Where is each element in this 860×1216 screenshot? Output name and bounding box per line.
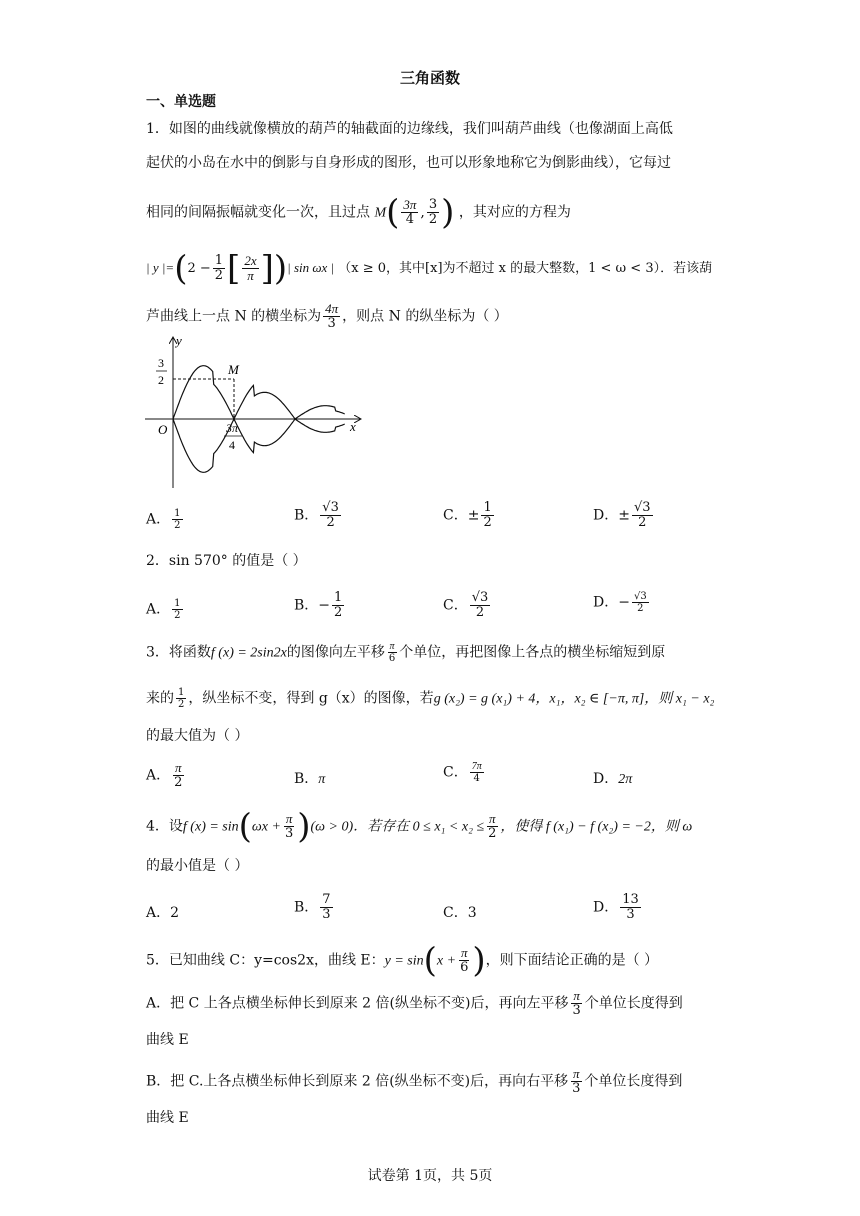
q2-stem: 2．sin 570° 的值是（ ） [146, 553, 307, 569]
n-num: 4π [325, 301, 339, 316]
upper-curve [173, 366, 345, 419]
q4-option-a[interactable]: A．2 [146, 905, 180, 921]
q1-line-3: 相同的间隔振幅就变化一次，且过点 M( $\frac{3\pi}{4}$ , $\frac{3}{2}$ ) ，其对应的方程为 [146, 192, 571, 233]
eq-left: | y |= [146, 260, 175, 275]
q1-option-c[interactable]: C．± $\frac{1}{2}$ [443, 500, 492, 530]
eq-sin: | sin ωx | [287, 260, 335, 275]
eq-inner-den: π [247, 268, 254, 283]
q3-option-a[interactable]: A． $\frac{\pi}{2}$ [146, 760, 183, 790]
origin-label: O [158, 422, 168, 437]
q3-option-b[interactable]: B．π [294, 771, 326, 787]
q3-line-1: 3．将函数f (x) = 2sin2x的图像向左平移 $\frac{\pi}{6}$ 个单位，再把图像上各点的横坐标缩短到原 [146, 641, 666, 664]
m-x-den: 4 [405, 212, 415, 227]
eq-two: 2 − [187, 261, 211, 276]
q1-option-b[interactable]: B． $\frac{√3}{2}$ [294, 500, 339, 530]
lower-curve [173, 419, 345, 472]
m-x-num: 3π [403, 197, 417, 212]
q1-line-5a: 芦曲线上一点 N 的横坐标为 [146, 308, 322, 325]
q1-option-d[interactable]: D．± $\frac{√3}{2}$ [593, 500, 651, 530]
y-tick-num: 3 [158, 356, 164, 370]
eq-inner-num: 2x [244, 253, 257, 268]
q2-option-b[interactable]: B．− $\frac{1}{2}$ [294, 590, 343, 620]
n-den: 3 [327, 316, 336, 331]
q2-option-d[interactable]: D．− $\frac{√3}{2}$ [593, 591, 647, 614]
eq-half-num: 1 [214, 253, 224, 268]
q1-line-3a: 相同的间隔振幅就变化一次，且过点 [146, 204, 370, 221]
q1-line-5b: ，则点 N 的纵坐标为（ ） [342, 308, 508, 325]
q1-equation: | y |=(2 − $\frac{1}{2}$ [ $\frac{2x}{\pi}$ ])| sin ωx | （x ≥ 0，其中[x]为不超过 x 的最大整数，1 < ω < 3）．若该葫 [146, 248, 713, 289]
eq-half-den: 2 [214, 268, 224, 283]
m-y-den: 2 [428, 212, 438, 227]
m-y-num: 3 [428, 197, 438, 212]
page-footer: 试卷第 1页，共 5页 [367, 1168, 493, 1184]
q5-line-1: 5．已知曲线 C：y=cos2x，曲线 E：y = sin(x + $\frac{\pi}{6}$ )，则下面结论正确的是（ ） [146, 940, 659, 981]
q1-option-a[interactable]: A． $\frac{1}{2}$ [146, 508, 181, 531]
q2-option-c[interactable]: C． $\frac{√3}{2}$ [443, 590, 489, 620]
q1-line-1: 1．如图的曲线就像横放的葫芦的轴截面的边缘线，我们叫葫芦曲线（也像湖面上高低 [146, 121, 673, 137]
q4-line-2: 的最小值是（ ） [146, 858, 249, 874]
y-tick-den: 2 [158, 373, 164, 387]
section-heading: 一、单选题 [146, 94, 216, 110]
q5-option-a-cont: 曲线 E [146, 1032, 189, 1048]
x-tick-den: 4 [229, 438, 235, 452]
q5-option-b-cont: 曲线 E [146, 1110, 189, 1126]
q4-option-b[interactable]: B． $\frac{7}{3}$ [294, 892, 331, 922]
q3-line-2: 来的 $\frac{1}{2}$ ，纵坐标不变，得到 g（x）的图像，若g (x₂) = g (x₁) + 4，x₁，x₂ ∈ [−π, π]，则 x₁ − x₂ [146, 687, 715, 710]
page-title: 三角函数 [399, 69, 460, 87]
q1-line-5 [146, 302, 508, 331]
q4-line-1: 4．设f (x) = sin(ωx + $\frac{\pi}{3}$ )(ω > 0)．若存在 0 ≤ x₁ < x₂ ≤ $\frac{\pi}{2}$ ，使得 f (x₁) − f (x₂) = −2，则 ω [146, 806, 693, 847]
eq-rest: （x ≥ 0，其中[x]为不超过 x 的最大整数，1 < ω < 3）．若该葫 [338, 261, 713, 276]
q3-line-3: 的最大值为（ ） [146, 728, 249, 744]
point-m-label: M [374, 205, 387, 221]
x-tick-num: 3π [226, 421, 239, 435]
gourd-curve-figure [140, 333, 370, 493]
q3-function: f (x) = 2sin2x [210, 645, 287, 661]
q3-option-d[interactable]: D．2π [593, 771, 633, 787]
x-axis-label: x [350, 419, 356, 434]
q1-line-3b: ，其对应的方程为 [458, 204, 571, 221]
y-axis-label: y [176, 333, 182, 348]
q3-option-c[interactable]: C． $\frac{7\pi}{4}$ [443, 761, 482, 784]
q5-option-b[interactable]: B．把 C.上各点横坐标伸长到原来 2 倍(纵坐标不变)后，再向右平移 $\frac{\pi}{3}$ 个单位长度得到 [146, 1066, 683, 1096]
q4-option-c[interactable]: C．3 [443, 905, 477, 921]
q4-option-d[interactable]: D． $\frac{13}{3}$ [593, 892, 639, 922]
q5-option-a[interactable]: A．把 C 上各点横坐标伸长到原来 2 倍(纵坐标不变)后，再向左平移 $\frac{\pi}{3}$ 个单位长度得到 [146, 988, 683, 1018]
m-point-label: M [228, 362, 239, 377]
q2-option-a[interactable]: A． $\frac{1}{2}$ [146, 598, 181, 621]
q1-line-2: 起伏的小岛在水中的倒影与自身形成的图形，也可以形象地称它为倒影曲线），它每过 [146, 155, 671, 171]
